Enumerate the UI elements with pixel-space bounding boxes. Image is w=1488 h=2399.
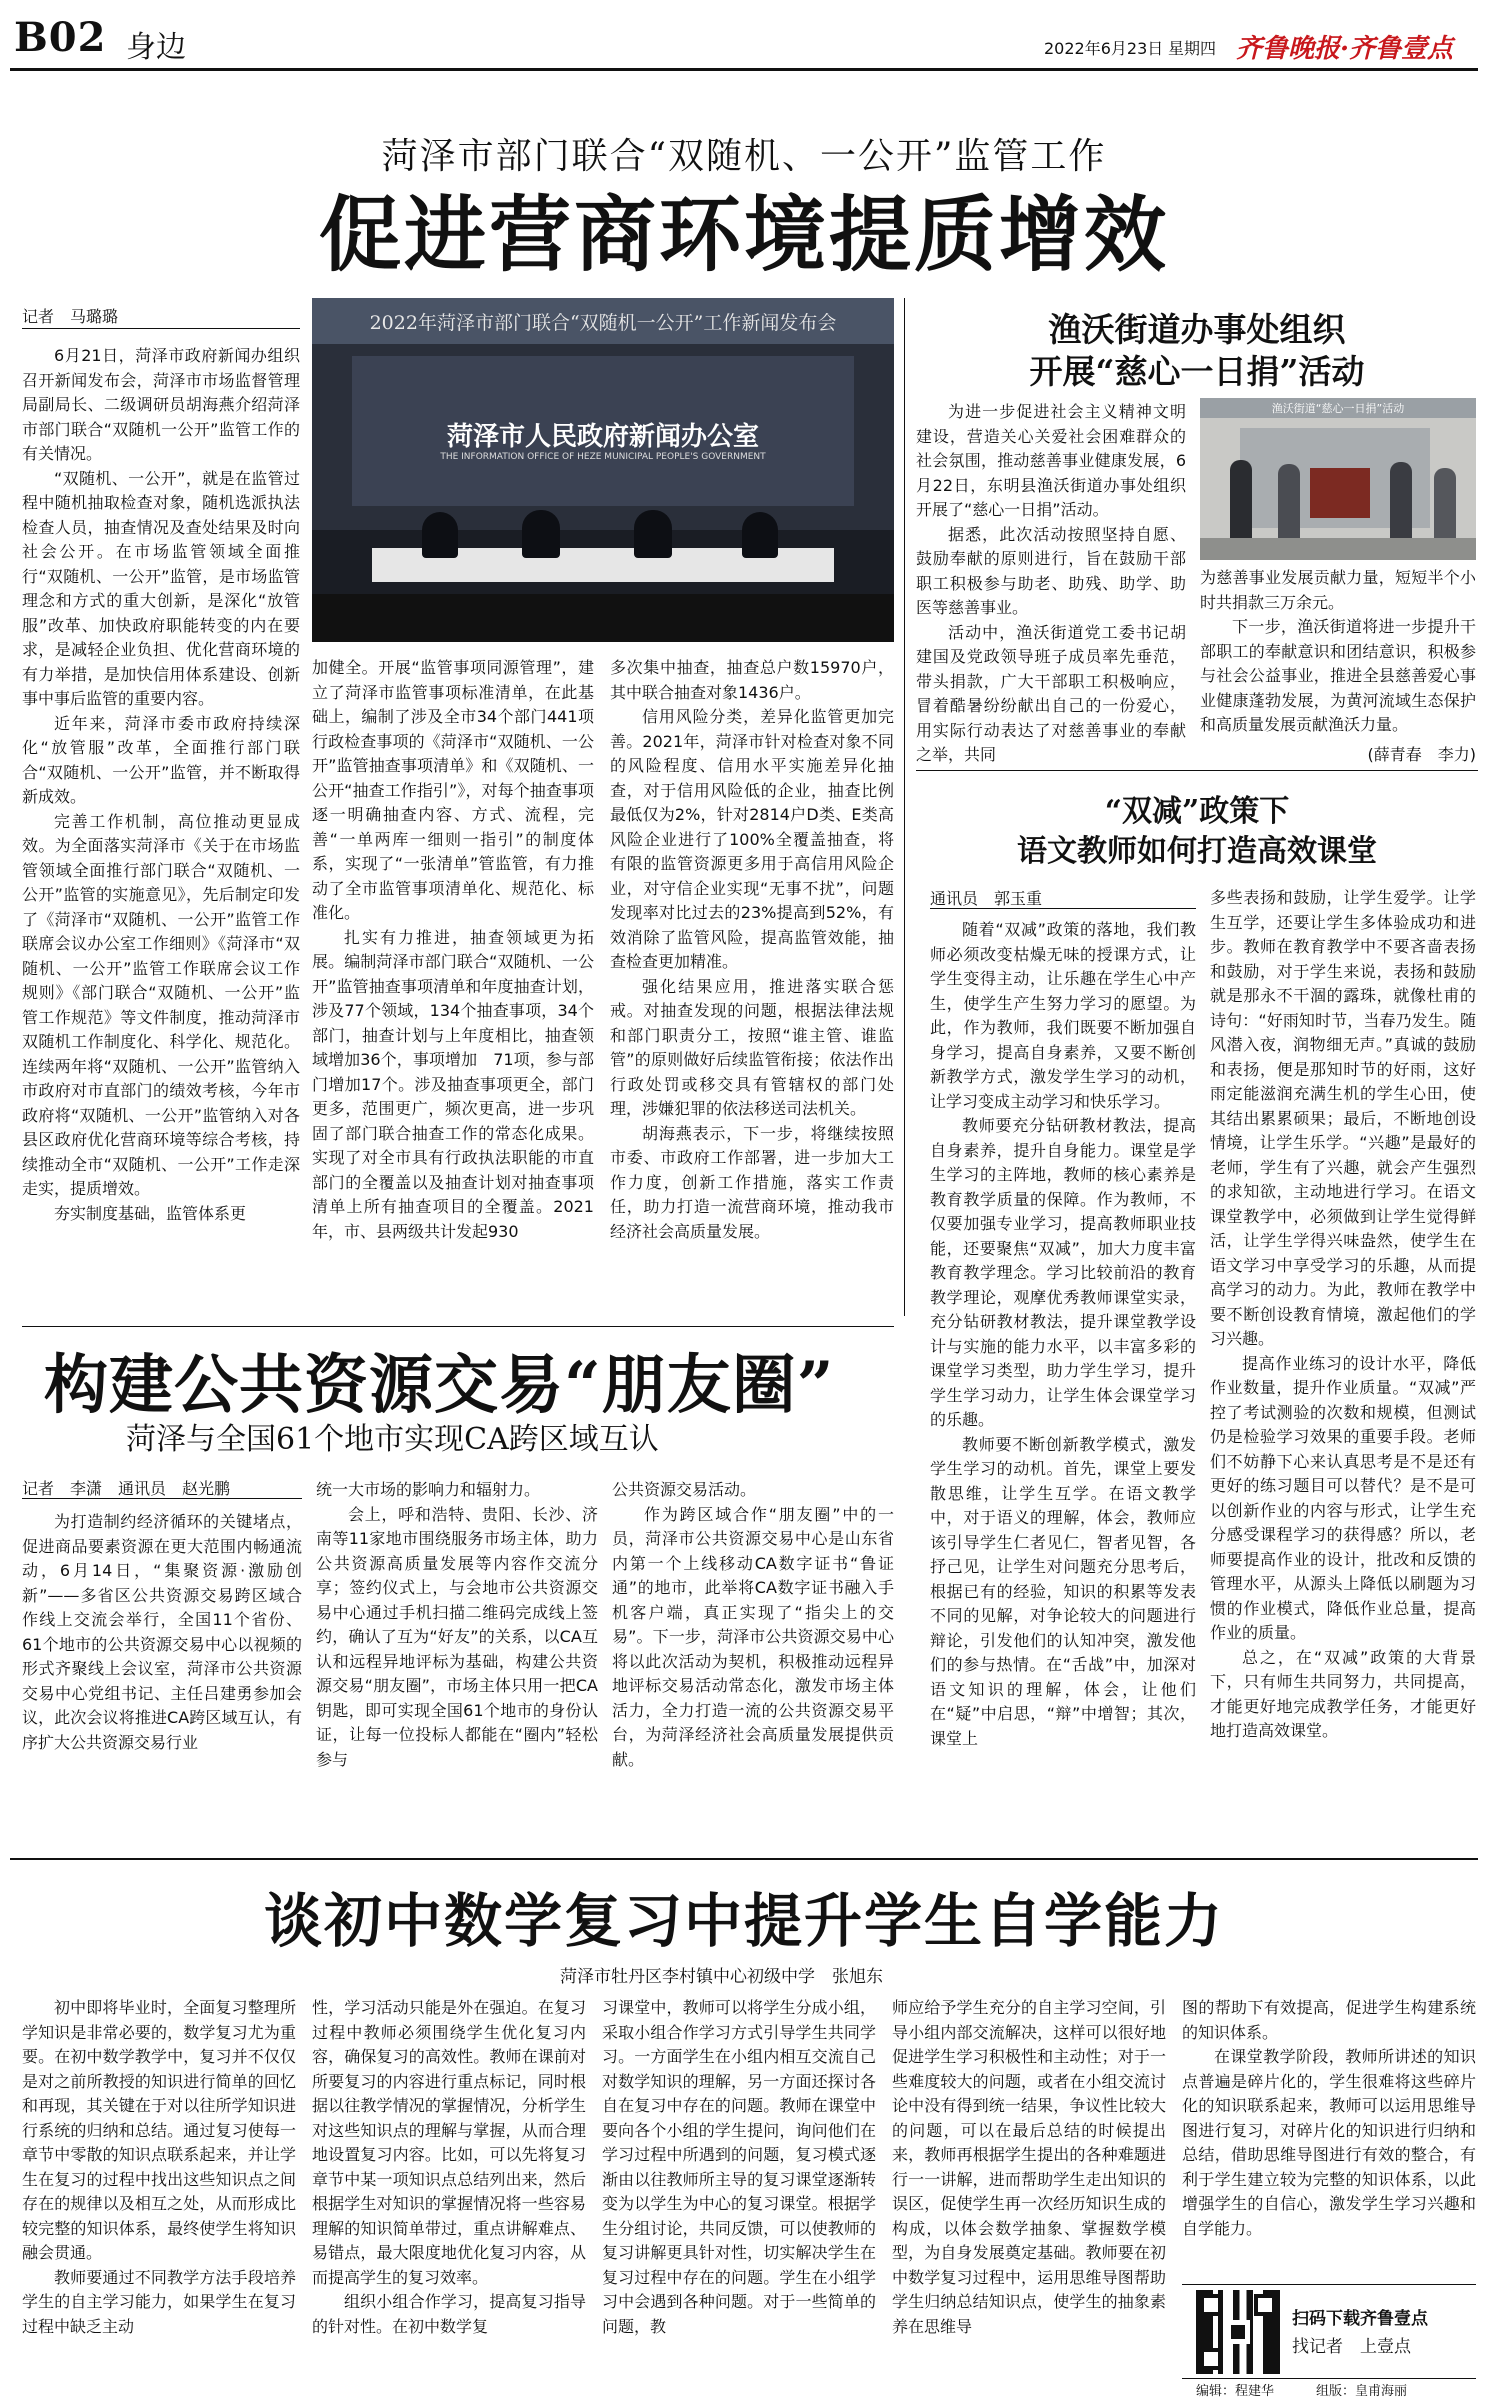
qr-caption-2: 找记者 上壹点 (1292, 2337, 1411, 2357)
paragraph: 公共资源交易活动。 (612, 1480, 757, 1499)
paragraph: 多些表扬和鼓励，让学生爱学。让学生互学，还要让学生多体验成功和进步。教师在教育教学中不要吝啬表扬和鼓励，对于学生来说，表扬和鼓励就是那永不干涸的露珠，就像杜甫的诗句：“好雨知时节，当春乃发生。随风潜入夜，润物细无声。”真诚的鼓励和表扬，便是那知时节的好雨，这好雨定能滋润充满生机的学生心田，使其结出累累硕果；最后，不断地创设情境，让学生乐学。“兴趣”是最好的老师，学生有了兴趣，就会产生强烈的求知欲，主动地进行学习。在语文课堂教学中，必须做到让学生觉得鲜活，让学生学得兴味盎然，使学生在语文学习中享受学习的乐趣，从而提高学习的动力。为此，教师在教学中要不断创设教育情境，激起他们的学习兴趣。 (1210, 888, 1476, 1348)
article1-byline: 记者 马璐璐 (22, 307, 119, 326)
paragraph: 为进一步促进社会主义精神文明建设，营造关心关爱社会困难群众的社会氛围，推动慈善事业健康发展，6月22日，东明县渔沃街道办事处组织开展了“慈心一日捐”活动。 (916, 402, 1186, 519)
article3-headline-2: 语文教师如何打造高效课堂 (1017, 834, 1377, 869)
paragraph: 性，学习活动只能是外在强迫。在复习过程中教师必须围绕学生优化复习内容，确保复习的高效性。教师在课前对所要复习的内容进行重点标记，同时根据以往教学情况的掌握情况，分析学生对这些知识点的理解与掌握，从而合理地设置复习内容。比如，可以先将复习章节中某一项知识点总结列出来，然后根据学生对知识的掌握情况将一些容易理解的知识简单带过，重点讲解难点、易错点，最大限度地优化复习内容，从而提高学生的复习效率。 (312, 1998, 586, 2287)
paragraph: “双随机、一公开”，就是在监管过程中随机抽取检查对象，随机选派执法检查人员，抽查情况及查处结果及时向社会公开。在市场监管领域全面推行“双随机、一公开”监管，是市场监管理念和方式的重大创新，是深化“放管服”改革、加快政府职能转变的内在要求，是减轻企业负担、优化营商环境的有力举措，是加快信用体系建设、创新事中事后监管的重要内容。 (22, 468, 300, 708)
paragraph: 随着“双减”政策的落地，我们教师必须改变枯燥无味的授课方式，让学生变得主动，让乐趣在学生心中产生，使学生产生努力学习的愿望。为此，作为教师，我们既要不断加强自身学习，提高自身素养，又要不断创新教学方式，激发学生学习的动机，让学习变成主动学习和快乐学习。 (930, 920, 1196, 1111)
paragraph: 多次集中抽查，抽查总户数15970户，其中联合抽查对象1436户。 (610, 658, 894, 702)
paragraph: 夯实制度基础，监管体系更 (54, 1203, 247, 1223)
footer-rule (1182, 2378, 1476, 2379)
paragraph: 完善工作机制，高位推动更显成效。为全面落实菏泽市《关于在市场监管领域全面推行部门联合“双随机、一公开”监管的实施意见》，先后制定印发了《菏泽市“双随机、一公开”监管工作联席会议办公室工作细则》《菏泽市“双随机、一公开”监管工作联席会议工作规则》《部门联合“双随机、一公开”监管工作规范》等文件制度，推动菏泽市双随机工作制度化、科学化、规范化。连续两年将“双随机、一公开”监管纳入市政府对市直部门的绩效考核，今年市政府将“双随机、一公开”监管纳入对各县区政府优化营商环境等综合考核，持续推动全市“双随机、一公开”工作走深走实，提质增效。 (22, 811, 300, 1198)
article4-subhead: 菏泽与全国61个地市实现CA跨区域互认 (126, 1422, 659, 1457)
article3-byline-rule (930, 908, 1196, 909)
article1-col2 (312, 656, 594, 1244)
article2-headline-2: 开展“慈心一日捐”活动 (1029, 352, 1365, 391)
paragraph: 作为跨区域合作“朋友圈”中的一员，菏泽市公共资源交易中心是山东省内第一个上线移动CA数字证书“鲁证通”的地市，此举将CA数字证书融入手机客户端，真正实现了“指尖上的交易”。下一步，菏泽市公共资源交易中心将以此次活动为契机，积极推动远程异地评标交易活动常态化，激发市场主体活力，全力打造一流的公共资源交易平台，为菏泽经济社会高质量发展提供贡献。 (612, 1504, 894, 1769)
section-rule (10, 1858, 1478, 1860)
section-name: 身边 (126, 30, 186, 65)
article3-col1 (930, 918, 1196, 1751)
paragraph: 6月21日，菏泽市政府新闻办组织召开新闻发布会，菏泽市市场监督管理局副局长、二级调研员胡海燕介绍菏泽市部门联合“双随机一公开”监管工作的有关情况。 (22, 346, 300, 463)
article4-col1 (22, 1510, 302, 1755)
article5-col2 (312, 1996, 586, 2339)
article1-headline: 促进营商环境提质增效 (318, 187, 1169, 283)
article5-col5 (1182, 1996, 1476, 2241)
article4-headline: 构建公共资源交易“朋友圈” (44, 1348, 835, 1423)
paragraph: 据悉，此次活动按照坚持自愿、鼓励奉献的原则进行，旨在鼓励干部职工积极参与助老、助残、助学、助医等慈善事业。 (916, 524, 1186, 617)
photo-banner-text: 2022年菏泽市部门联合“双随机一公开”工作新闻发布会 (369, 312, 837, 334)
article5-byline: 菏泽市牡丹区李村镇中心初级中学 张旭东 (560, 1967, 883, 1987)
masthead (0, 0, 1488, 82)
paragraph: 在课堂教学阶段，教师所讲述的知识点普遍是碎片化的，学生很难将这些碎片化的知识联系起来，教师可以运用思维导图进行复习，对碎片化的知识进行归纳和总结，借助思维导图进行有效的整合，有利于学生建立较为完整的知识体系，以此增强学生的自信心，激发学生学习兴趣和自学能力。 (1182, 2047, 1476, 2238)
paragraph: 习课堂中，教师可以将学生分成小组，采取小组合作学习方式引导学生共同学习。一方面学生在小组内相互交流自己对数学知识的理解，另一方面还探讨各自在复习中存在的问题。教师在课堂中要向各个小组的学生提问，询问他们在学习过程中所遇到的问题，复习模式逐渐由以往教师所主导的复习课堂逐渐转变为以学生为中心的复习课堂。根据学生分组讨论，共同反馈，可以使教师的复习讲解更具针对性，切实解决学生在复习过程中存在的问题。学生在小组学习中会遇到各种问题。对于一些简单的问题，教 (602, 1998, 876, 2336)
paragraph: 统一大市场的影响力和辐射力。 (316, 1480, 541, 1499)
article2-headline-1: 渔沃街道办事处组织 (1048, 310, 1346, 349)
page-code: B02 (14, 14, 107, 61)
paragraph: 师应给予学生充分的自主学习空间，引导小组内部交流解决，这样可以很好地促进学生学习积极性和主动性；对于一些难度较大的问题，或者在小组交流讨论中没有得到统一结果，争议性比较大的问题，可以在最后总结的时候提出来，教师再根据学生提出的各种难题进行一一讲解，进而帮助学生走出知识的误区，促使学生再一次经历知识生成的构成，以体会数学抽象、掌握数学模型，为自身发展奠定基础。教师要在初中数学复习过程中，运用思维导图帮助学生归纳总结知识点，使学生的抽象素养在思维导 (892, 1998, 1166, 2336)
photo-sign: 渔沃街道“慈心一日捐”活动 (1271, 402, 1405, 415)
photo-sign-en: THE INFORMATION OFFICE OF HEZE MUNICIPAL PEOPLE'S GOVERNMENT (440, 452, 766, 462)
article4-col2 (316, 1478, 598, 1772)
paragraph: 扎实有力推进，抽查领域更为拓展。编制菏泽市部门联合“双随机、一公开”监管抽查事项清单和年度抽查计划，涉及77个领域，134个抽查事项，34个部门，抽查计划与上年度相比，抽查领域增加36个，事项增加 71项，参与部门增加17个。涉及抽查事项更全，部门更多，范围更广，频次更高，进一步巩固了部门联合抽查工作的常态化成果。实现了对全市具有行政执法职能的市直部门的全覆盖以及抽查计划对抽查事项清单上所有抽查项目的全覆盖。2021年，市、县两级共计发起930 (312, 927, 594, 1241)
paragraph: 教师要通过不同教学方法手段培养学生的自主学习能力，如果学生在复习过程中缺乏主动 (22, 2267, 296, 2336)
article5-col1 (22, 1996, 296, 2339)
paragraph: 强化结果应用，推进落实联合惩戒。对抽查发现的问题，根据法律法规和部门职责分工，按照“谁主管、谁监管”的原则做好后续监管衔接；依法作出行政处罚或移交具有管辖权的部门处理，涉嫌犯罪的依法移送司法机关。 (610, 976, 894, 1118)
article4-byline-rule (22, 1498, 302, 1499)
press-conference-photo (312, 298, 894, 642)
footer-editor: 编辑：程建华 (1196, 2384, 1275, 2399)
article2-text-left (916, 400, 1186, 768)
article4-byline: 记者 李潇 通讯员 赵光鹏 (22, 1479, 231, 1498)
brand-logo: 齐鲁晚报·齐鲁壹点 (1236, 34, 1454, 64)
paragraph: 胡海燕表示，下一步，将继续按照市委、市政府工作部署，进一步加大工作力度，创新工作措施，落实工作责任，助力打造一流营商环境，推动我市经济社会高质量发展。 (610, 1123, 894, 1241)
article2-credit: (薛青春 李力) (1367, 745, 1476, 764)
section-rule (916, 770, 1478, 771)
column-divider (904, 298, 905, 1316)
article1-byline-rule (22, 328, 300, 329)
paragraph: 活动中，渔沃街道党工委书记胡建国及党政领导班子成员率先垂范，带头捐款，广大干部职工积极响应，冒着酷暑纷纷献出自己的一份爱心，用实际行动表达了对慈善事业的奉献之举，共同 (916, 622, 1186, 764)
paragraph: 教师要不断创新教学模式，激发学生学习的动机。首先，课堂上要发散思维，让学生互学。在语文教学中，对于语义的理解，体会，教师应该引导学生仁者见仁，智者见智，各抒己见，让学生对问题充分思考后，根据已有的经验，知识的积累等发表不同的见解，对争论较大的问题进行辩论，引发他们的认知冲突，激发他们的参与热情。在“舌战”中，加深对语文知识的理解，体会，让他们在“疑”中启思，“辩”中增智；其次，课堂上 (930, 1434, 1196, 1748)
article4-col3 (612, 1478, 894, 1772)
masthead-rule (10, 68, 1478, 71)
paragraph: 为慈善事业发展贡献力量，短短半个小时共捐款三万余元。 (1200, 568, 1476, 612)
article2-text-right (1200, 566, 1476, 738)
paragraph: 加健全。开展“监管事项同源管理”，建立了菏泽市监管事项标准清单，在此基础上，编制了涉及全市34个部门441项行政检查事项的《菏泽市“双随机、一公开”监管抽查事项清单》和《双随机、一公开“抽查工作指引”》，对每个抽查事项逐一明确抽查内容、方式、流程，完善“一单两库一细则一指引”的制度体系，实现了“一张清单”管监管，有力推动了全市监管事项清单化、规范化、标准化。 (312, 658, 594, 922)
article3-col2 (1210, 886, 1476, 1744)
article5-headline: 谈初中数学复习中提升学生自学能力 (263, 1887, 1224, 1955)
article1-kicker: 菏泽市部门联合“双随机、一公开”监管工作 (381, 136, 1107, 177)
article1-col1 (22, 344, 300, 1226)
photo-sign-cn: 菏泽市人民政府新闻办公室 (446, 422, 759, 452)
article1-col3 (610, 656, 894, 1244)
footer-layout: 组版：皇甫海丽 (1316, 2384, 1408, 2399)
article3-headline-1: “双减”政策下 (1104, 794, 1290, 829)
qr-rule (1182, 2284, 1476, 2285)
qr-code-icon[interactable] (1196, 2290, 1280, 2374)
qr-caption-1: 扫码下载齐鲁壹点 (1292, 2309, 1428, 2329)
paragraph: 图的帮助下有效提高，促进学生构建系统的知识体系。 (1182, 1998, 1476, 2042)
issue-date: 2022年6月23日 (1044, 39, 1164, 58)
paragraph: 会上，呼和浩特、贵阳、长沙、济南等11家地市围绕服务市场主体，助力公共资源高质量发展等内容作交流分享；签约仪式上，与会地市公共资源交易中心通过手机扫描二维码完成线上签约，确认了互为“好友”的关系，以CA互认和远程异地评标为基础，构建公共资源交易“朋友圈”，市场主体只用一把CA钥匙，即可实现全国61个地市的身份认证，让每一位投标人都能在“圈内”轻松参与 (316, 1504, 598, 1769)
paragraph: 初中即将毕业时，全面复习整理所学知识是非常必要的，数学复习尤为重要。在初中数学教学中，复习并不仅仅是对之前所教授的知识进行简单的回忆和再现，其关键在于对以往所学知识进行系统的归纳和总结。通过复习使每一章节中零散的知识点联系起来，并让学生在复习的过程中找出这些知识点之间存在的规律以及相互之处，从而形成比较完整的知识体系，最终使学生将知识融会贯通。 (22, 1998, 296, 2262)
paragraph: 下一步，渔沃街道将进一步提升干部职工的奉献意识和团结意识，积极参与社会公益事业，推进全县慈善爱心事业健康蓬勃发展，为黄河流域生态保护和高质量发展贡献渔沃力量。 (1200, 617, 1476, 734)
paragraph: 组织小组合作学习，提高复习指导的针对性。在初中数学复 (312, 2292, 586, 2336)
section-rule (22, 1326, 894, 1327)
charity-donation-photo (1200, 398, 1476, 560)
paragraph: 提高作业练习的设计水平，降低作业数量，提升作业质量。“双减”严控了考试测验的次数和规模，但测试仍是检验学习效果的重要手段。老师们不妨静下心来认真思考是不是还有更好的练习题目可以替代？是不是可以创新作业的内容与形式，让学生充分感受课程学习的获得感？所以，老师要提高作业的设计，批改和反馈的管理水平，从源头上降低以刷题为习惯的作业模式，降低作业总量，提高作业的质量。 (1210, 1353, 1476, 1642)
issue-weekday: 星期四 (1168, 39, 1217, 58)
article5-col4 (892, 1996, 1166, 2339)
paragraph: 教师要充分钻研教材教法，提高自身素养，提升自身能力。课堂是学生学习的主阵地，教师的核心素养是教育教学质量的保障。作为教师，不仅要加强专业学习，提高教师职业技能，还要聚焦“双减”，加大力度丰富教育教学理念。学习比较前沿的教育教学理论，观摩优秀教师课堂实录，充分钻研教材教法，提升课堂教学设计与实施的能力水平，以丰富多彩的课堂学习类型，助力学生学习，提升学生学习动力，让学生体会课堂学习的乐趣。 (930, 1116, 1196, 1429)
paragraph: 信用风险分类，差异化监管更加完善。2021年，菏泽市针对检查对象不同的风险程度、信用水平实施差异化抽查，对于信用风险低的企业，抽查比例最低仅为2%，针对2814户D类、E类高风险企业进行了100%全覆盖抽查，将有限的监管资源更多用于高信用风险企业，对守信企业实现“无事不扰”，问题发现率对比过去的23%提高到52%，有效消除了监管风险，提高监管效能，抽查检查更加精准。 (610, 707, 894, 971)
paragraph: 为打造制约经济循环的关键堵点，促进商品要素资源在更大范围内畅通流动，6月14日，“集聚资源·激励创新”——多省区公共资源交易跨区域合作线上交流会举行，全国11个省份、61个地市的公共资源交易中心以视频的形式齐聚线上会议室，菏泽市公共资源交易中心党组书记、主任吕建勇参加会议，此次会议将推进CA跨区域互认，有序扩大公共资源交易行业 (22, 1512, 302, 1752)
paragraph: 总之，在“双减”政策的大背景下，只有师生共同努力，共同提高，才能更好地完成教学任务，才能更好地打造高效课堂。 (1210, 1647, 1476, 1740)
article3-byline: 通讯员 郭玉重 (930, 889, 1043, 908)
paragraph: 近年来，菏泽市委市政府持续深化“放管服”改革，全面推行部门联合“双随机、一公开”监管，并不断取得新成效。 (22, 713, 300, 806)
article5-col3 (602, 1996, 876, 2339)
